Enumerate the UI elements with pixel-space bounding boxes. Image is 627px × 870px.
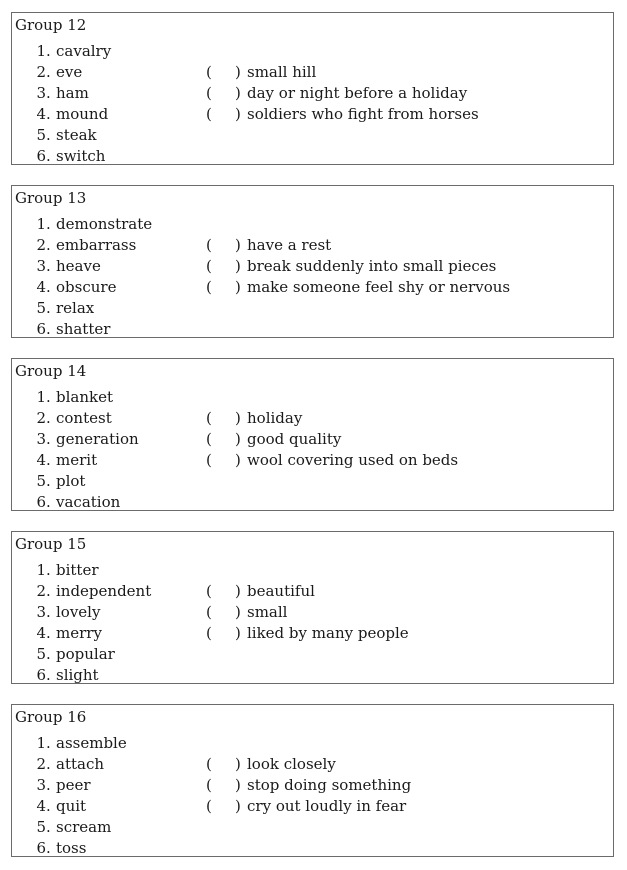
- vocabulary-word: vacation: [56, 493, 121, 511]
- word-row: [12, 235, 613, 256]
- item-number-dot: .: [46, 278, 51, 296]
- item-number: 6: [36, 320, 46, 338]
- item-number: 3: [36, 603, 46, 621]
- answer-blank-open[interactable]: (: [206, 84, 212, 102]
- definition-text: soldiers who fight from horses: [247, 105, 479, 123]
- item-number: 6: [36, 666, 46, 684]
- definition-text: stop doing something: [247, 776, 412, 794]
- item-number: 2: [36, 582, 46, 600]
- vocabulary-word: shatter: [56, 320, 111, 338]
- answer-blank-open[interactable]: (: [206, 451, 212, 469]
- vocabulary-word: peer: [56, 776, 91, 794]
- definition-text: liked by many people: [247, 624, 409, 642]
- item-number: 1: [36, 42, 46, 60]
- item-number: 6: [36, 493, 46, 511]
- item-number-dot: .: [46, 451, 51, 469]
- group-title: Group 16: [15, 708, 87, 726]
- item-number-dot: .: [46, 430, 51, 448]
- answer-blank-close[interactable]: ): [235, 409, 241, 427]
- word-row: [12, 408, 613, 429]
- answer-blank-close[interactable]: ): [235, 105, 241, 123]
- answer-blank-close[interactable]: ): [235, 257, 241, 275]
- item-number: 3: [36, 430, 46, 448]
- item-number: 3: [36, 84, 46, 102]
- vocabulary-word: plot: [56, 472, 86, 490]
- answer-blank-open[interactable]: (: [206, 603, 212, 621]
- answer-blank-open[interactable]: (: [206, 105, 212, 123]
- answer-blank-close[interactable]: ): [235, 278, 241, 296]
- group-title: Group 14: [15, 362, 87, 380]
- item-number: 3: [36, 776, 46, 794]
- vocabulary-word: eve: [56, 63, 83, 81]
- item-number-dot: .: [46, 409, 51, 427]
- definition-text: have a rest: [247, 236, 332, 254]
- vocabulary-word: scream: [56, 818, 112, 836]
- answer-blank-close[interactable]: ): [235, 755, 241, 773]
- vocabulary-word: cavalry: [56, 42, 112, 60]
- group-title: Group 15: [15, 535, 87, 553]
- word-row: [12, 775, 613, 796]
- answer-blank-open[interactable]: (: [206, 257, 212, 275]
- word-row: [12, 83, 613, 104]
- vocabulary-word: generation: [56, 430, 139, 448]
- vocabulary-word: attach: [56, 755, 105, 773]
- word-row: [12, 41, 613, 62]
- item-number: 1: [36, 388, 46, 406]
- definition-text: make someone feel shy or nervous: [247, 278, 511, 296]
- item-number-dot: .: [46, 624, 51, 642]
- item-number: 2: [36, 409, 46, 427]
- answer-blank-open[interactable]: (: [206, 755, 212, 773]
- item-number-dot: .: [46, 734, 51, 752]
- item-number: 4: [36, 451, 46, 469]
- word-group: [11, 531, 614, 684]
- word-row: [12, 665, 613, 686]
- item-number: 6: [36, 147, 46, 165]
- word-row: [12, 623, 613, 644]
- vocabulary-word: demonstrate: [56, 215, 153, 233]
- item-number-dot: .: [46, 755, 51, 773]
- item-number: 4: [36, 105, 46, 123]
- vocabulary-word: embarrass: [56, 236, 137, 254]
- vocabulary-word: independent: [56, 582, 152, 600]
- answer-blank-close[interactable]: ): [235, 451, 241, 469]
- item-number: 5: [36, 818, 46, 836]
- vocabulary-word: toss: [56, 839, 87, 857]
- word-group: [11, 358, 614, 511]
- definition-text: beautiful: [247, 582, 315, 600]
- word-row: [12, 471, 613, 492]
- word-row: [12, 214, 613, 235]
- answer-blank-open[interactable]: (: [206, 236, 212, 254]
- item-number-dot: .: [46, 493, 51, 511]
- answer-blank-open[interactable]: (: [206, 63, 212, 81]
- item-number-dot: .: [46, 257, 51, 275]
- item-number: 3: [36, 257, 46, 275]
- item-number: 2: [36, 755, 46, 773]
- word-row: [12, 104, 613, 125]
- word-row: [12, 492, 613, 513]
- definition-text: look closely: [247, 755, 336, 773]
- item-number-dot: .: [46, 299, 51, 317]
- word-group: [11, 12, 614, 165]
- word-row: [12, 146, 613, 167]
- item-number-dot: .: [46, 666, 51, 684]
- answer-blank-close[interactable]: ): [235, 63, 241, 81]
- vocabulary-word: ham: [56, 84, 89, 102]
- word-row: [12, 838, 613, 859]
- word-row: [12, 277, 613, 298]
- item-number-dot: .: [46, 105, 51, 123]
- item-number-dot: .: [46, 63, 51, 81]
- group-title: Group 12: [15, 16, 87, 34]
- item-number: 5: [36, 299, 46, 317]
- vocabulary-word: lovely: [56, 603, 101, 621]
- vocabulary-word: quit: [56, 797, 87, 815]
- vocabulary-word: mound: [56, 105, 109, 123]
- item-number-dot: .: [46, 320, 51, 338]
- word-row: [12, 560, 613, 581]
- definition-text: holiday: [247, 409, 303, 427]
- vocabulary-word: bitter: [56, 561, 99, 579]
- vocabulary-word: switch: [56, 147, 106, 165]
- item-number: 4: [36, 624, 46, 642]
- item-number: 5: [36, 126, 46, 144]
- word-row: [12, 319, 613, 340]
- item-number-dot: .: [46, 215, 51, 233]
- answer-blank-close[interactable]: ): [235, 776, 241, 794]
- item-number-dot: .: [46, 645, 51, 663]
- definition-text: wool covering used on beds: [247, 451, 459, 469]
- vocabulary-word: obscure: [56, 278, 117, 296]
- answer-blank-close[interactable]: ): [235, 236, 241, 254]
- item-number-dot: .: [46, 84, 51, 102]
- answer-blank-open[interactable]: (: [206, 797, 212, 815]
- item-number: 6: [36, 839, 46, 857]
- item-number: 5: [36, 472, 46, 490]
- answer-blank-close[interactable]: ): [235, 603, 241, 621]
- word-row: [12, 387, 613, 408]
- item-number-dot: .: [46, 582, 51, 600]
- item-number: 1: [36, 561, 46, 579]
- word-row: [12, 754, 613, 775]
- vocabulary-word: steak: [56, 126, 97, 144]
- vocabulary-word: blanket: [56, 388, 113, 406]
- vocabulary-word: popular: [56, 645, 115, 663]
- answer-blank-close[interactable]: ): [235, 624, 241, 642]
- word-row: [12, 450, 613, 471]
- vocabulary-word: contest: [56, 409, 112, 427]
- item-number-dot: .: [46, 818, 51, 836]
- item-number-dot: .: [46, 561, 51, 579]
- group-title: Group 13: [15, 189, 87, 207]
- definition-text: day or night before a holiday: [247, 84, 468, 102]
- vocabulary-word: relax: [56, 299, 95, 317]
- vocabulary-word: slight: [56, 666, 99, 684]
- vocabulary-word: assemble: [56, 734, 127, 752]
- item-number: 1: [36, 215, 46, 233]
- word-row: [12, 429, 613, 450]
- word-row: [12, 733, 613, 754]
- item-number-dot: .: [46, 42, 51, 60]
- word-row: [12, 644, 613, 665]
- item-number: 4: [36, 278, 46, 296]
- answer-blank-open[interactable]: (: [206, 430, 212, 448]
- item-number-dot: .: [46, 797, 51, 815]
- word-row: [12, 817, 613, 838]
- item-number-dot: .: [46, 126, 51, 144]
- item-number: 2: [36, 63, 46, 81]
- definition-text: good quality: [247, 430, 342, 448]
- answer-blank-open[interactable]: (: [206, 582, 212, 600]
- vocabulary-word: merry: [56, 624, 102, 642]
- item-number-dot: .: [46, 776, 51, 794]
- word-group: [11, 185, 614, 338]
- word-row: [12, 602, 613, 623]
- word-row: [12, 62, 613, 83]
- item-number-dot: .: [46, 388, 51, 406]
- word-row: [12, 125, 613, 146]
- vocabulary-word: merit: [56, 451, 98, 469]
- answer-blank-close[interactable]: ): [235, 797, 241, 815]
- item-number: 4: [36, 797, 46, 815]
- item-number-dot: .: [46, 603, 51, 621]
- item-number-dot: .: [46, 839, 51, 857]
- item-number: 2: [36, 236, 46, 254]
- definition-text: small hill: [247, 63, 317, 81]
- word-row: [12, 796, 613, 817]
- word-row: [12, 256, 613, 277]
- answer-blank-open[interactable]: (: [206, 776, 212, 794]
- item-number-dot: .: [46, 472, 51, 490]
- definition-text: small: [247, 603, 288, 621]
- item-number-dot: .: [46, 147, 51, 165]
- answer-blank-open[interactable]: (: [206, 624, 212, 642]
- item-number-dot: .: [46, 236, 51, 254]
- definition-text: break suddenly into small pieces: [247, 257, 497, 275]
- answer-blank-close[interactable]: ): [235, 84, 241, 102]
- definition-text: cry out loudly in fear: [247, 797, 407, 815]
- item-number: 1: [36, 734, 46, 752]
- answer-blank-open[interactable]: (: [206, 278, 212, 296]
- answer-blank-close[interactable]: ): [235, 582, 241, 600]
- answer-blank-open[interactable]: (: [206, 409, 212, 427]
- word-group: [11, 704, 614, 857]
- word-row: [12, 298, 613, 319]
- answer-blank-close[interactable]: ): [235, 430, 241, 448]
- item-number: 5: [36, 645, 46, 663]
- word-row: [12, 581, 613, 602]
- vocabulary-word: heave: [56, 257, 101, 275]
